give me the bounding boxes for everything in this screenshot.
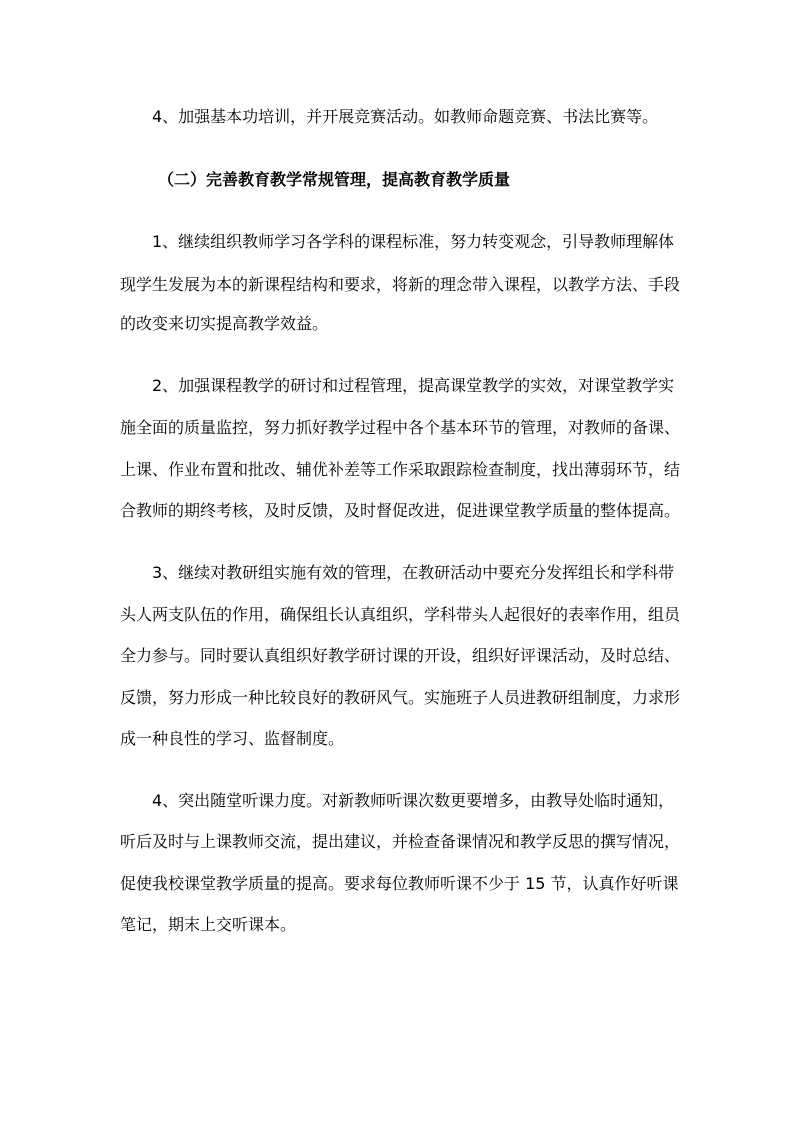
paragraph-line: 1、继续组织教师学习各学科的课程标准，努力转变观念，引导教师理解体 — [152, 232, 675, 251]
paragraph-line: 反馈，努力形成一种比较良好的教研风气。实施班子人员进教研组制度，力求形 — [120, 688, 681, 707]
paragraph-line: 现学生发展为本的新课程结构和要求，将新的理念带入课程，以教学方法、手段 — [120, 275, 681, 294]
item-4-basic-skills: 4、加强基本功培训，并开展竞赛活动。如教师命题竞赛、书法比赛等。 — [152, 107, 659, 126]
section-heading: （二）完善教育教学常规管理，提高教育教学质量 — [158, 170, 511, 189]
paragraph-line: 3、继续对教研组实施有效的管理，在教研活动中要充分发挥组长和学科带 — [152, 563, 675, 582]
paragraph-line: 听后及时与上课教师交流，提出建议，并检查备课情况和教学反思的撰写情况， — [120, 832, 681, 851]
paragraph-line: 笔记，期末上交听课本。 — [120, 915, 297, 934]
paragraph-line: 4、突出随堂听课力度。对新教师听课次数更要增多，由教导处临时通知， — [152, 791, 675, 810]
paragraph-line: 的改变来切实提高教学效益。 — [120, 314, 329, 333]
paragraph-line: 上课、作业布置和批改、辅优补差等工作采取跟踪检查制度，找出薄弱环节，结 — [120, 460, 681, 479]
paragraph-line: 全力参与。同时要认真组织好教学研讨课的开设，组织好评课活动，及时总结、 — [120, 646, 681, 665]
paragraph-line: 施全面的质量监控，努力抓好教学过程中各个基本环节的管理，对教师的备课、 — [120, 418, 681, 437]
paragraph-line: 2、加强课程教学的研讨和过程管理，提高课堂教学的实效，对课堂教学实 — [152, 376, 675, 395]
paragraph-line: 成一种良性的学习、监督制度。 — [120, 729, 345, 748]
paragraph-line: 头人两支队伍的作用，确保组长认真组织，学科带头人起很好的表率作用，组员 — [120, 605, 681, 624]
paragraph-line: 促使我校课堂教学质量的提高。要求每位教师听课不少于 15 节，认真作好听课 — [120, 874, 679, 893]
paragraph-line: 合教师的期终考核，及时反馈，及时督促改进，促进课堂教学质量的整体提高。 — [120, 501, 681, 520]
